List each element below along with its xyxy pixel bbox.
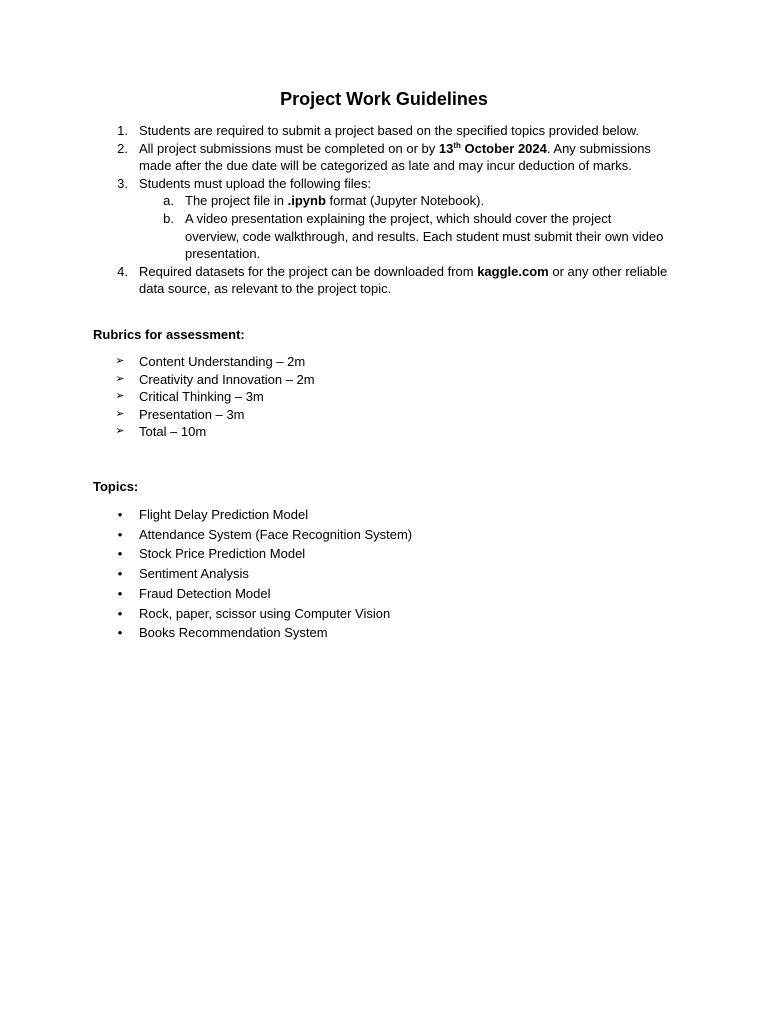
- arrow-bullet-icon: ➢: [115, 390, 125, 403]
- topic-item: • Flight Delay Prediction Model: [0, 505, 768, 525]
- rubrics-list: [0, 353, 768, 441]
- guideline-subitem-b: [0, 210, 768, 263]
- guideline-item-1: [0, 122, 768, 140]
- page-title: Project Work Guidelines: [280, 89, 488, 109]
- guideline-text: Required datasets for the project can be downloaded from kaggle.com or any other reliable data source, as relevant to the project topic.: [139, 263, 668, 297]
- bullet-icon: •: [117, 585, 123, 601]
- topic-item: • Books Recommendation System: [0, 623, 768, 643]
- file-format: .ipynb: [287, 193, 326, 209]
- bullet-icon: •: [117, 605, 123, 621]
- list-number: 1.: [117, 123, 128, 138]
- dataset-source: kaggle.com: [477, 263, 549, 279]
- arrow-bullet-icon: ➢: [115, 407, 125, 420]
- topics-list: [0, 505, 768, 643]
- arrow-bullet-icon: ➢: [115, 425, 125, 438]
- topic-item: • Rock, paper, scissor using Computer Vision: [0, 604, 768, 624]
- rubric-item: ➢ Content Understanding – 2m: [0, 353, 768, 371]
- guideline-item-3: [0, 175, 768, 193]
- guideline-item-2: [0, 140, 768, 175]
- list-number: 3.: [117, 175, 128, 191]
- bullet-icon: •: [117, 546, 123, 562]
- list-number: 4.: [117, 263, 128, 279]
- guideline-text: Students are required to submit a project based on the specified topics provided below.: [139, 123, 640, 138]
- topics-heading: Topics:: [93, 479, 139, 494]
- bullet-icon: •: [117, 526, 123, 542]
- list-letter: b.: [163, 210, 174, 226]
- due-date: 13th October 2024: [438, 140, 547, 156]
- bullet-icon: •: [117, 566, 123, 582]
- subitem-text: A video presentation explaining the project, which should cover the project overview, code walkthrough, and results. Each student must submit their own video presentation.: [185, 210, 664, 262]
- rubric-item: ➢ Creativity and Innovation – 2m: [0, 371, 768, 389]
- guidelines-list: [0, 122, 768, 298]
- bullet-icon: •: [117, 625, 123, 641]
- subitem-text: The project file in .ipynb format (Jupyter Notebook).: [185, 193, 485, 209]
- guideline-item-4: [0, 263, 768, 298]
- rubric-item: ➢ Presentation – 3m: [0, 406, 768, 424]
- topic-item: • Fraud Detection Model: [0, 584, 768, 604]
- bullet-icon: •: [117, 507, 123, 522]
- rubric-item: ➢ Total – 10m: [0, 423, 768, 441]
- rubric-item: ➢ Critical Thinking – 3m: [0, 388, 768, 406]
- guideline-text: Students must upload the following files:: [139, 175, 371, 191]
- guideline-text: All project submissions must be completed on or by 13th October 2024. Any submissions made after the due date will be categorized as late and may incur deduction of marks.: [139, 140, 651, 174]
- list-number: 2.: [117, 140, 128, 156]
- topic-item: • Sentiment Analysis: [0, 564, 768, 584]
- arrow-bullet-icon: ➢: [115, 372, 125, 385]
- rubrics-heading: Rubrics for assessment:: [93, 327, 245, 342]
- list-letter: a.: [163, 193, 174, 209]
- guideline-subitem-a: [0, 192, 768, 210]
- topic-item: • Stock Price Prediction Model: [0, 544, 768, 564]
- topic-item: • Attendance System (Face Recognition System): [0, 525, 768, 545]
- arrow-bullet-icon: ➢: [115, 355, 125, 367]
